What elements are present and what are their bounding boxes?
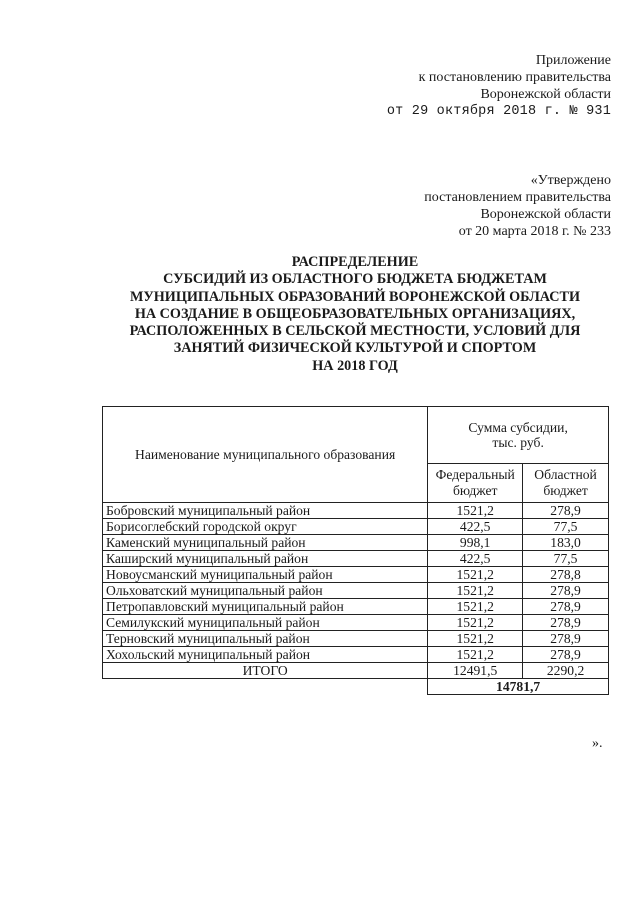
header-sum-cell bbox=[428, 407, 609, 464]
grand-total: 14781,7 bbox=[428, 679, 609, 695]
closing-quote: ». bbox=[592, 736, 603, 751]
subsidy-table bbox=[102, 406, 609, 695]
table-row bbox=[103, 503, 609, 519]
appendix-date-number: от 29 октября 2018 г. № 931 bbox=[386, 104, 611, 119]
header-regional-line2: бюджет bbox=[543, 483, 588, 498]
table-row bbox=[103, 567, 609, 583]
row-regional: 183,0 bbox=[523, 535, 609, 551]
row-federal: 1521,2 bbox=[428, 615, 523, 631]
row-name: Каширский муниципальный район bbox=[103, 551, 428, 567]
approved-line4: от 20 марта 2018 г. № 233 bbox=[458, 224, 611, 239]
header-name-cell: Наименование муниципального образования bbox=[103, 407, 428, 503]
approved-line1: «Утверждено bbox=[530, 173, 611, 188]
header-federal-cell bbox=[428, 464, 523, 503]
title-line: МУНИЦИПАЛЬНЫХ ОБРАЗОВАНИЙ ВОРОНЕЖСКОЙ ОБЛАСТИ bbox=[129, 288, 581, 305]
row-name: Новоусманский муниципальный район bbox=[103, 567, 428, 583]
row-federal: 1521,2 bbox=[428, 503, 523, 519]
title-line: РАСПРЕДЕЛЕНИЕ bbox=[291, 254, 419, 270]
title-line: РАСПОЛОЖЕННЫХ В СЕЛЬСКОЙ МЕСТНОСТИ, УСЛОВИЙ ДЛЯ bbox=[129, 323, 581, 340]
row-regional: 278,9 bbox=[523, 631, 609, 647]
header-federal-line1: Федеральный bbox=[435, 467, 515, 482]
approved-line3: Воронежской области bbox=[480, 207, 611, 222]
grand-total-row bbox=[103, 679, 609, 695]
row-federal: 1521,2 bbox=[428, 599, 523, 615]
title-line: НА СОЗДАНИЕ В ОБЩЕОБРАЗОВАТЕЛЬНЫХ ОРГАНИЗАЦИЯХ, bbox=[134, 305, 576, 322]
header-sum-unit: тыс. руб. bbox=[492, 435, 544, 450]
table-row bbox=[103, 615, 609, 631]
total-label: ИТОГО bbox=[103, 663, 428, 679]
row-name: Ольховатский муниципальный район bbox=[103, 583, 428, 599]
row-federal: 1521,2 bbox=[428, 631, 523, 647]
table-row bbox=[103, 583, 609, 599]
row-federal: 422,5 bbox=[428, 519, 523, 535]
total-regional: 2290,2 bbox=[523, 663, 609, 679]
approved-line2: постановлением правительства bbox=[424, 190, 611, 205]
row-name: Бобровский муниципальный район bbox=[103, 503, 428, 519]
header-regional-line1: Областной bbox=[534, 467, 597, 482]
appendix-line1: Приложение bbox=[535, 53, 611, 68]
row-federal: 998,1 bbox=[428, 535, 523, 551]
row-name: Семилукский муниципальный район bbox=[103, 615, 428, 631]
row-regional: 278,9 bbox=[523, 647, 609, 663]
appendix-line3: Воронежской области bbox=[480, 87, 611, 102]
table-row bbox=[103, 599, 609, 615]
row-regional: 278,9 bbox=[523, 503, 609, 519]
grand-total-spacer bbox=[103, 679, 428, 695]
row-name: Каменский муниципальный район bbox=[103, 535, 428, 551]
title-line: НА 2018 ГОД bbox=[312, 357, 398, 374]
row-name: Петропавловский муниципальный район bbox=[103, 599, 428, 615]
row-name: Борисоглебский городской округ bbox=[103, 519, 428, 535]
row-regional: 278,8 bbox=[523, 567, 609, 583]
table-row bbox=[103, 535, 609, 551]
header-row bbox=[103, 407, 609, 464]
header-regional-cell bbox=[523, 464, 609, 503]
row-name: Терновский муниципальный район bbox=[103, 631, 428, 647]
total-federal: 12491,5 bbox=[428, 663, 523, 679]
row-regional: 278,9 bbox=[523, 583, 609, 599]
table-row bbox=[103, 647, 609, 663]
total-row bbox=[103, 663, 609, 679]
row-federal: 1521,2 bbox=[428, 647, 523, 663]
table-row bbox=[103, 631, 609, 647]
row-regional: 278,9 bbox=[523, 615, 609, 631]
title-line: СУБСИДИЙ ИЗ ОБЛАСТНОГО БЮДЖЕТА БЮДЖЕТАМ bbox=[163, 271, 547, 288]
row-federal: 1521,2 bbox=[428, 567, 523, 583]
row-federal: 1521,2 bbox=[428, 583, 523, 599]
appendix-line2: к постановлению правительства bbox=[418, 70, 611, 85]
row-regional: 77,5 bbox=[523, 551, 609, 567]
table-row bbox=[103, 519, 609, 535]
row-regional: 77,5 bbox=[523, 519, 609, 535]
row-regional: 278,9 bbox=[523, 599, 609, 615]
row-name: Хохольский муниципальный район bbox=[103, 647, 428, 663]
document-title bbox=[100, 254, 610, 375]
header-federal-line2: бюджет bbox=[452, 483, 498, 498]
appendix-block bbox=[387, 52, 611, 120]
approved-block bbox=[424, 172, 611, 240]
title-line: ЗАНЯТИЙ ФИЗИЧЕСКОЙ КУЛЬТУРОЙ И СПОРТОМ bbox=[173, 340, 537, 357]
table-row bbox=[103, 551, 609, 567]
header-sum-line: Сумма субсидии, bbox=[468, 420, 568, 435]
row-federal: 422,5 bbox=[428, 551, 523, 567]
